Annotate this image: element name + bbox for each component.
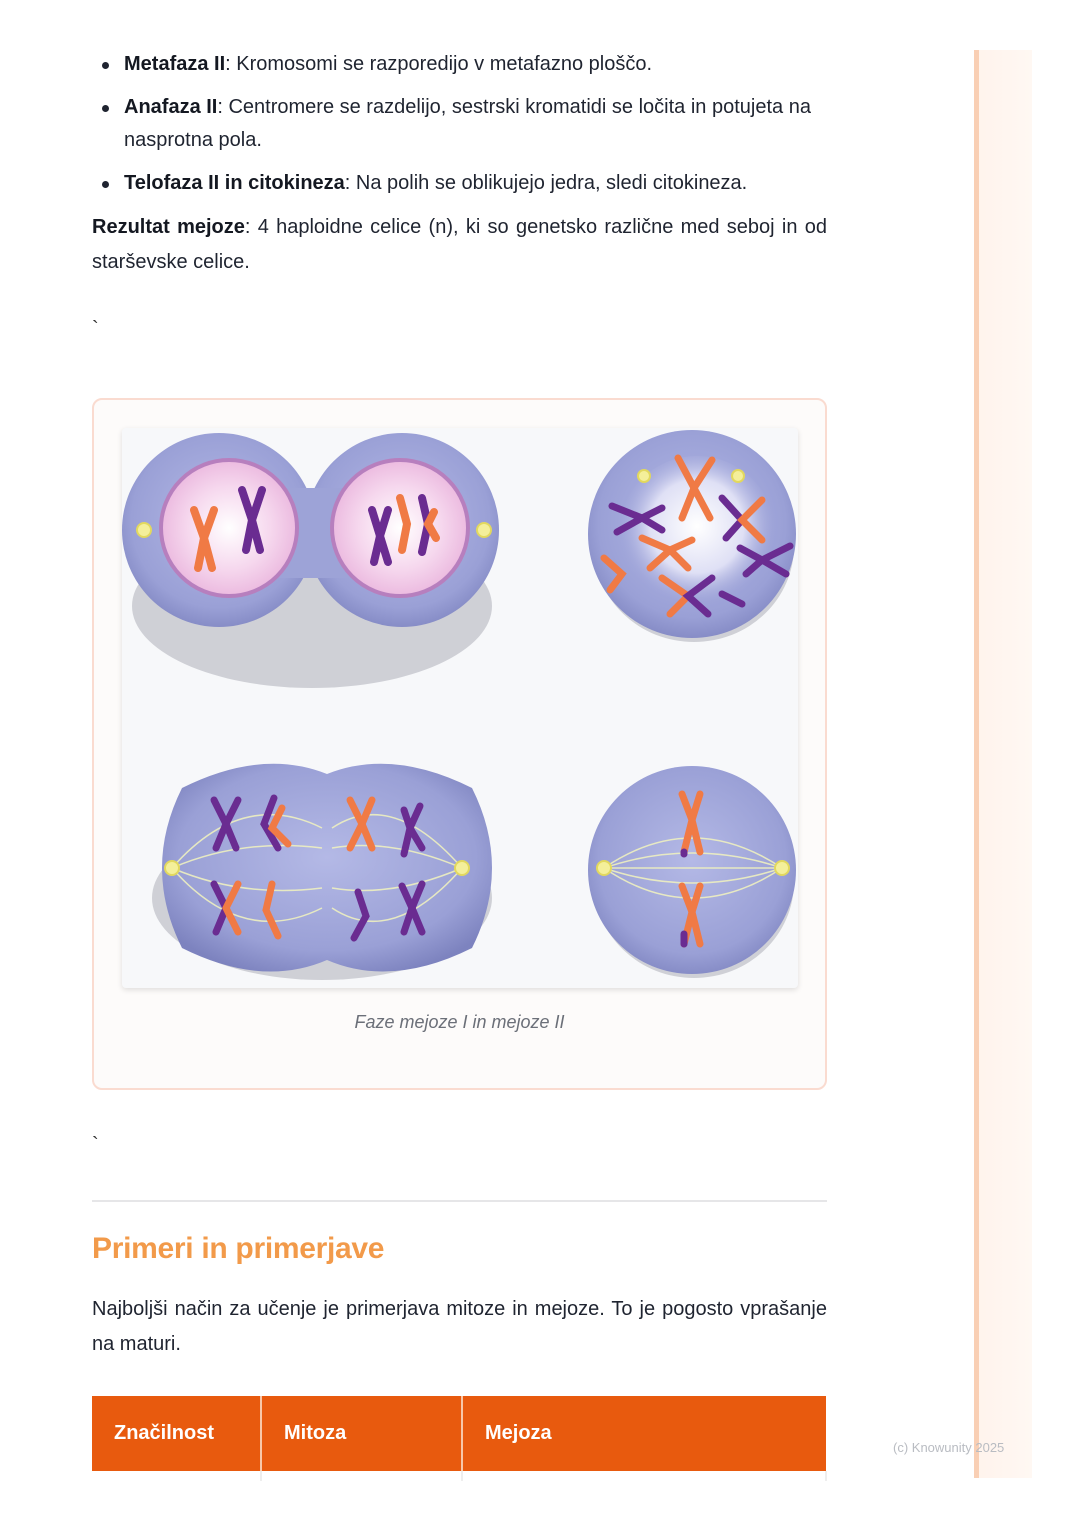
figure-card — [92, 398, 827, 1090]
table-row — [92, 1471, 826, 1481]
list-item — [92, 91, 827, 157]
side-accent-line — [974, 50, 979, 1478]
section-title: Primeri in primerjave — [92, 1232, 385, 1265]
list-item — [92, 167, 827, 200]
section-divider — [92, 1200, 827, 1202]
column-header-feature: Značilnost — [92, 1396, 261, 1471]
result-term: Rezultat mejoze — [92, 216, 245, 238]
prophase-cell — [588, 430, 796, 642]
copyright-notice: (c) Knowunity 2025 — [893, 1440, 1005, 1455]
figure-caption: Faze mejoze I in mejoze II — [354, 1012, 565, 1032]
table-header-row — [92, 1396, 826, 1471]
column-header-mitosis: Mitoza — [261, 1396, 462, 1471]
phase-desc: : Na polih se oblikujejo jedra, sledi citokineza. — [344, 172, 748, 194]
meiosis-diagram — [122, 428, 798, 988]
meiosis-illustration — [122, 428, 798, 988]
column-header-meiosis: Mejoza — [462, 1396, 826, 1471]
comparison-table — [92, 1396, 827, 1481]
section-intro: Najboljši način za učenje je primerjava mitoze in mejoze. To je pogosto vprašanje na maturi. — [92, 1298, 827, 1355]
phase-desc: : Kromosomi se razporedijo v metafazno ploščo. — [225, 53, 653, 75]
list-item — [92, 48, 827, 81]
phase-term: Anafaza II — [124, 96, 218, 118]
phase-list — [92, 48, 827, 200]
telophase-cell — [122, 433, 499, 688]
phase-term: Telofaza II in citokineza — [124, 172, 345, 194]
tick-mark: ` — [92, 318, 99, 340]
metaphase-cell — [588, 766, 796, 978]
side-panel — [974, 50, 1032, 1478]
phase-term: Metafaza II — [124, 53, 226, 75]
result-desc: : 4 haploidne celice (n), ki so genetsko različne med seboj in od starševske celice. — [92, 216, 827, 273]
phase-desc: : Centromere se razdelijo, sestrski kromatidi se ločita in potujeta na nasprotna pola. — [124, 96, 811, 151]
text-block — [92, 48, 827, 280]
result-paragraph — [92, 210, 827, 280]
anaphase-cell — [152, 764, 492, 980]
tick-mark: ` — [92, 1134, 99, 1156]
